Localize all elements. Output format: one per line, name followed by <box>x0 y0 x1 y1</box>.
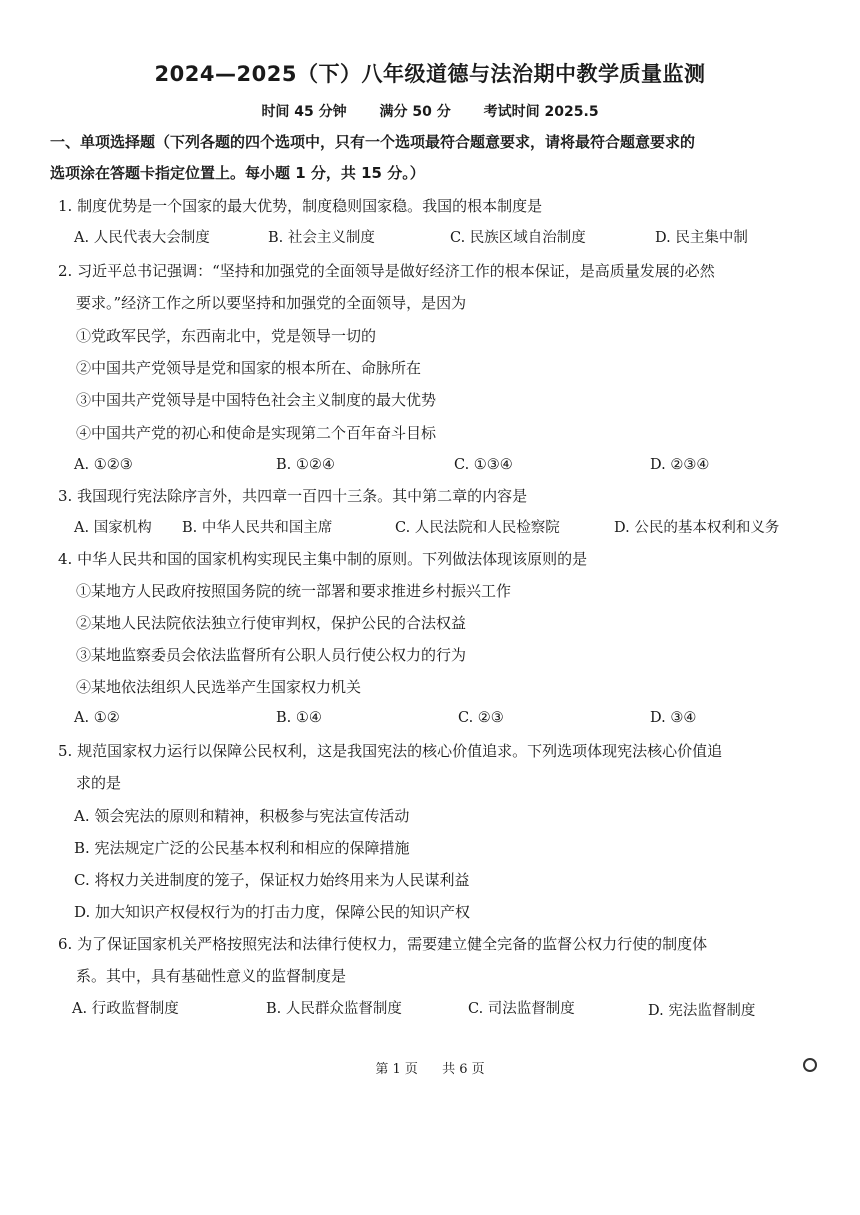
question-6-stem: 6. 为了保证国家机关严格按照宪法和法律行使权力，需要建立健全完备的监督公权力行使的制度体 <box>58 935 708 953</box>
question-4-option-d: D. ③④ <box>650 710 697 726</box>
question-2-stem-cont: 要求。”经济工作之所以要坚持和加强党的全面领导，是因为 <box>76 294 467 312</box>
question-5-option-b: B. 宪法规定广泛的公民基本权利和相应的保障措施 <box>74 839 410 857</box>
question-4-option-c: C. ②③ <box>458 710 504 726</box>
page-total: 共 6 页 <box>442 1062 485 1077</box>
question-6-option-c: C. 司法监督制度 <box>468 1001 575 1017</box>
question-4-option-b: B. ①④ <box>276 710 322 726</box>
question-1-option-c: C. 民族区域自治制度 <box>450 230 586 246</box>
question-5-option-c: C. 将权力关进制度的笼子，保证权力始终用来为人民谋利益 <box>74 871 470 889</box>
question-2-statement-1: ①党政军民学，东西南北中，党是领导一切的 <box>76 327 377 345</box>
exam-date: 考试时间 2025.5 <box>483 104 599 120</box>
question-4-statement-2: ②某地人民法院依法独立行使审判权，保护公民的合法权益 <box>76 614 467 632</box>
question-3-option-b: B. 中华人民共和国主席 <box>182 520 333 536</box>
question-5-stem-cont: 求的是 <box>76 774 122 792</box>
question-6-stem-cont: 系。其中，具有基础性意义的监督制度是 <box>76 967 347 985</box>
question-1-option-b: B. 社会主义制度 <box>268 230 375 246</box>
question-2-statement-3: ③中国共产党领导是中国特色社会主义制度的最大优势 <box>76 391 437 409</box>
question-1-option-a: A. 人民代表大会制度 <box>74 230 210 246</box>
exam-full-score: 满分 50 分 <box>379 104 451 120</box>
scan-mark-icon <box>803 1058 817 1072</box>
question-3-option-d: D. 公民的基本权利和义务 <box>614 520 780 536</box>
question-5-stem: 5. 规范国家权力运行以保障公民权利，这是我国宪法的核心价值追求。下列选项体现宪法核心价值追 <box>58 742 723 760</box>
page-footer <box>0 1058 860 1077</box>
section-heading-cont: 选项涂在答题卡指定位置上。每小题 1 分，共 15 分。） <box>50 164 425 182</box>
question-1-option-d: D. 民主集中制 <box>655 230 748 246</box>
question-2-option-b: B. ①②④ <box>276 457 335 473</box>
question-3-option-a: A. 国家机构 <box>74 520 152 536</box>
question-4-option-a: A. ①② <box>74 710 120 726</box>
exam-duration: 时间 45 分钟 <box>261 104 347 120</box>
question-6-option-a: A. 行政监督制度 <box>72 1001 179 1017</box>
question-2-stem: 2. 习近平总书记强调：“坚持和加强党的全面领导是做好经济工作的根本保证，是高质量发展的必然 <box>58 262 715 280</box>
exam-title: 2024—2025（下）八年级道德与法治期中教学质量监测 <box>154 62 706 86</box>
question-5-option-a: A. 领会宪法的原则和精神，积极参与宪法宣传活动 <box>74 807 410 825</box>
question-4-stem: 4. 中华人民共和国的国家机构实现民主集中制的原则。下列做法体现该原则的是 <box>58 550 588 568</box>
question-4-statement-3: ③某地监察委员会依法监督所有公职人员行使公权力的行为 <box>76 646 467 664</box>
question-1-stem: 1. 制度优势是一个国家的最大优势，制度稳则国家稳。我国的根本制度是 <box>58 197 543 215</box>
question-6-option-b: B. 人民群众监督制度 <box>266 1001 402 1017</box>
question-6-option-d: D. 宪法监督制度 <box>648 1003 756 1019</box>
question-3-option-c: C. 人民法院和人民检察院 <box>395 520 560 536</box>
question-3-stem: 3. 我国现行宪法除序言外，共四章一百四十三条。其中第二章的内容是 <box>58 487 528 505</box>
question-4-statement-4: ④某地依法组织人民选举产生国家权力机关 <box>76 678 362 696</box>
question-2-option-d: D. ②③④ <box>650 457 710 473</box>
section-heading: 一、单项选择题（下列各题的四个选项中，只有一个选项最符合题意要求，请将最符合题意要求的 <box>50 133 696 151</box>
question-5-option-d: D. 加大知识产权侵权行为的打击力度，保障公民的知识产权 <box>74 903 471 921</box>
question-2-option-a: A. ①②③ <box>74 457 133 473</box>
question-2-option-c: C. ①③④ <box>454 457 513 473</box>
question-2-statement-4: ④中国共产党的初心和使命是实现第二个百年奋斗目标 <box>76 424 437 442</box>
page-number: 第 1 页 <box>375 1062 418 1077</box>
exam-info <box>0 101 860 121</box>
question-2-statement-2: ②中国共产党领导是党和国家的根本所在、命脉所在 <box>76 359 422 377</box>
question-4-statement-1: ①某地方人民政府按照国务院的统一部署和要求推进乡村振兴工作 <box>76 582 512 600</box>
